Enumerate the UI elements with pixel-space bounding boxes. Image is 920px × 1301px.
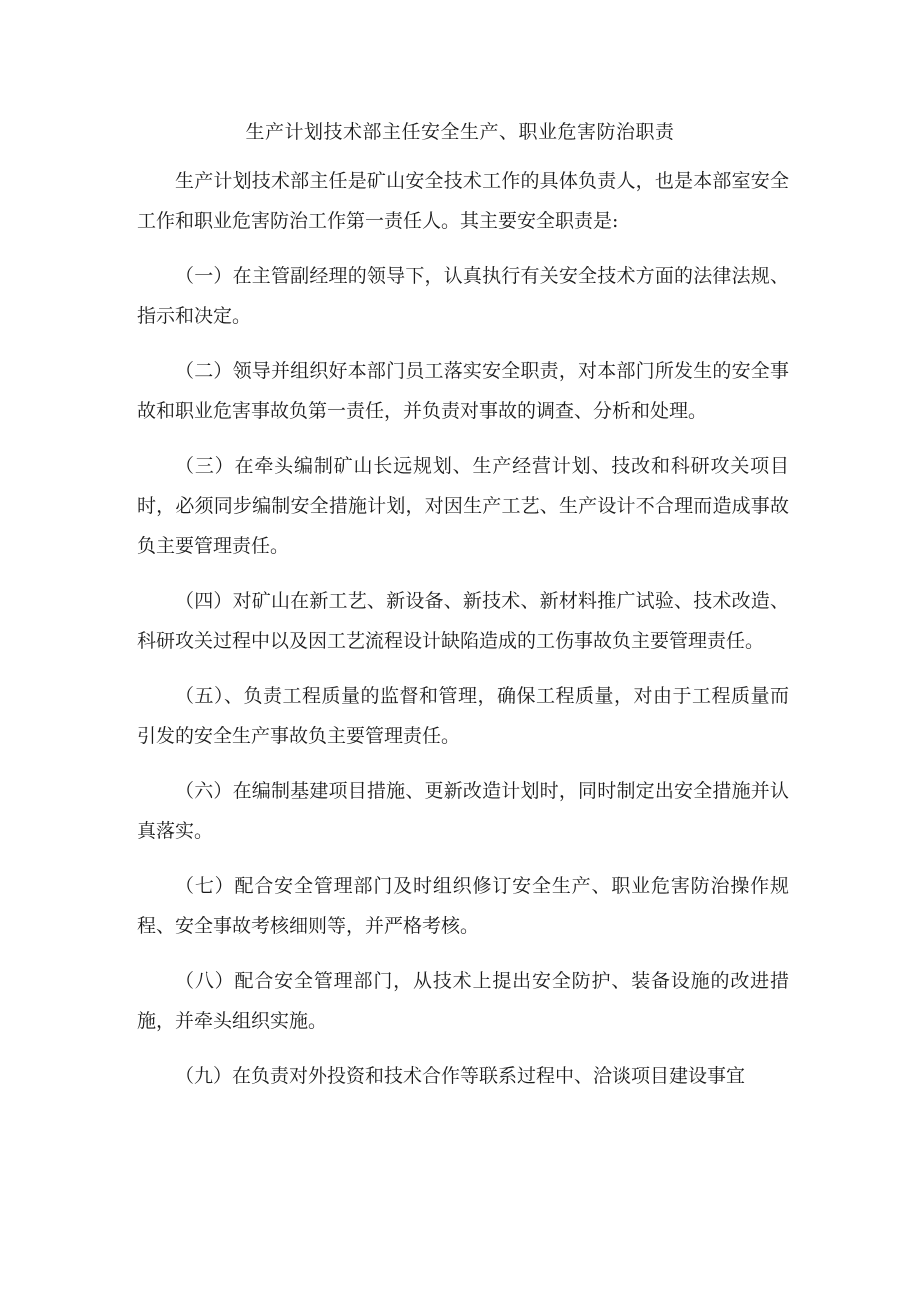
duty-item-3: （三）在牵头编制矿山长远规划、生产经营计划、技改和科研攻关项目时，必须同步编制安全措施计划，对因生产工艺、生产设计不合理而造成事故负主要管理责任。 xyxy=(137,455,789,557)
duty-item-4: （四）对矿山在新工艺、新设备、新技术、新材料推广试验、技术改造、科研攻关过程中以及因工艺流程设计缺陷造成的工伤事故负主要管理责任。 xyxy=(137,590,789,652)
duty-item-8: （八）配合安全管理部门，从技术上提出安全防护、装备设施的改进措施，并牵头组织实施。 xyxy=(137,970,789,1032)
duty-item-7: （七）配合安全管理部门及时组织修订安全生产、职业危害防治操作规程、安全事故考核细则等，并严格考核。 xyxy=(137,875,789,937)
intro-paragraph: 生产计划技术部主任是矿山安全技术工作的具体负责人，也是本部室安全工作和职业危害防治工作第一责任人。其主要安全职责是: xyxy=(137,170,789,232)
duty-item-5: （五）、负责工程质量的监督和管理，确保工程质量，对由于工程质量而引发的安全生产事故负主要管理责任。 xyxy=(137,685,789,747)
duty-item-6: （六）在编制基建项目措施、更新改造计划时，同时制定出安全措施并认真落实。 xyxy=(137,780,789,842)
document-title: 生产计划技术部主任安全生产、职业危害防治职责 xyxy=(245,121,675,143)
duty-item-1: （一）在主管副经理的领导下，认真执行有关安全技术方面的法律法规、指示和决定。 xyxy=(137,265,789,327)
document-body xyxy=(137,161,789,1111)
duty-item-9: （九）在负责对外投资和技术合作等联系过程中、洽谈项目建设事宜 xyxy=(175,1065,746,1087)
duty-item-2: （二）领导并组织好本部门员工落实安全职责，对本部门所发生的安全事故和职业危害事故负第一责任，并负责对事故的调查、分析和处理。 xyxy=(137,360,789,422)
